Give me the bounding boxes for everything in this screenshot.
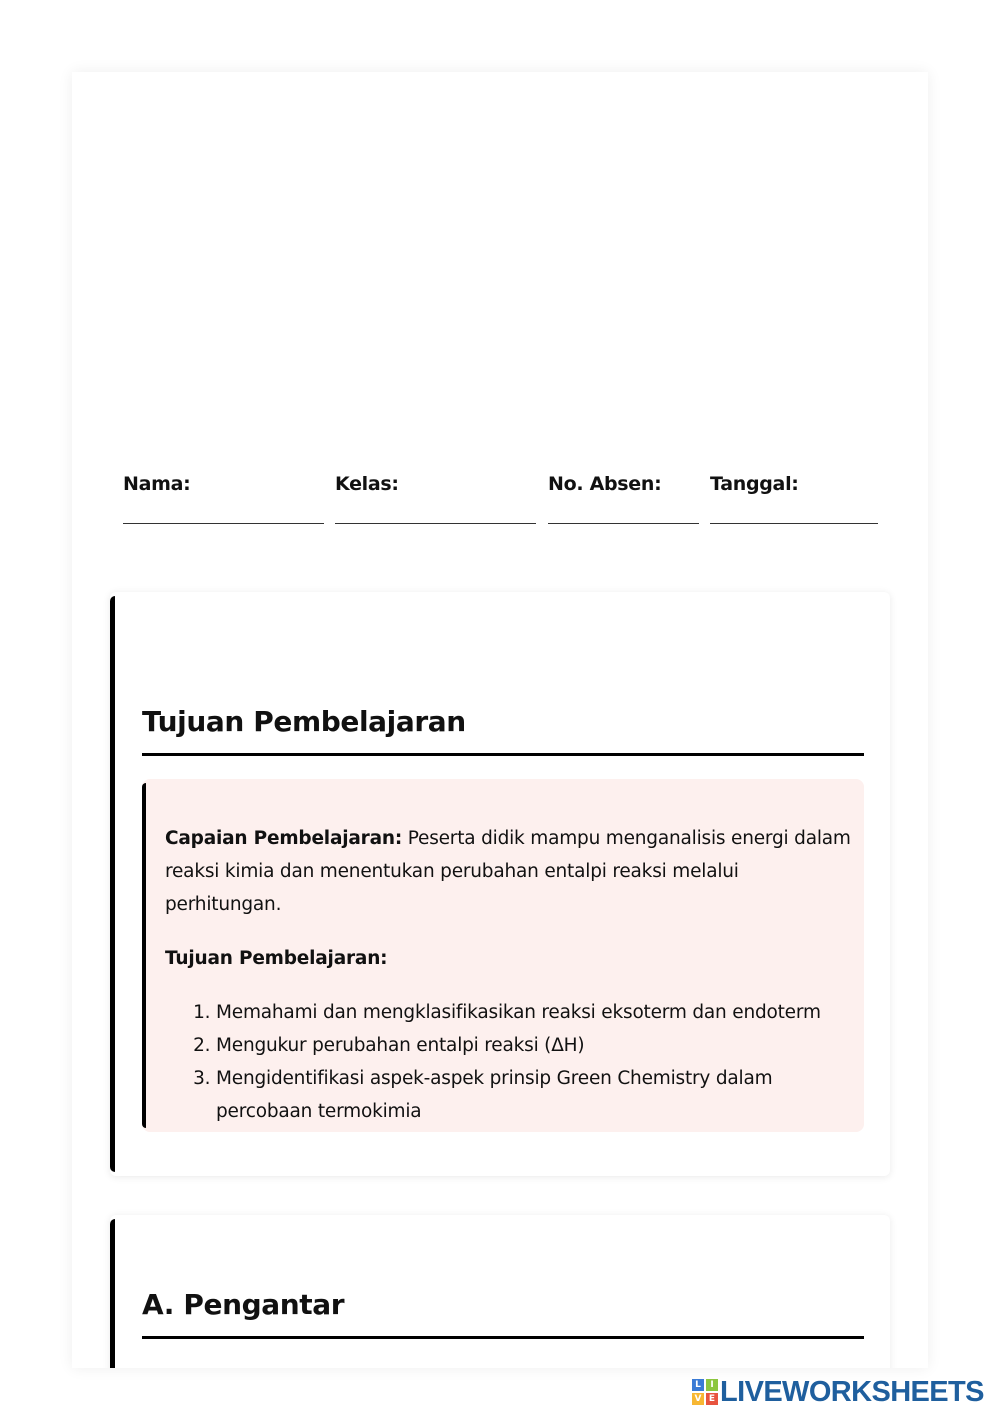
class-label: Kelas:	[335, 473, 399, 495]
objectives-callout	[142, 779, 864, 1132]
date-input-line[interactable]	[710, 523, 878, 524]
objectives-heading: Tujuan Pembelajaran:	[165, 948, 388, 969]
capaian-paragraph	[165, 822, 855, 921]
logo-tile: I	[706, 1379, 718, 1391]
list-item: 2. Mengukur perubahan entalpi reaksi (ΔH)	[216, 1029, 855, 1062]
worksheet-page	[72, 72, 928, 1368]
objectives-list	[165, 996, 855, 1128]
card-accent-bar	[110, 1219, 115, 1368]
liveworksheets-logo-icon	[692, 1379, 718, 1405]
list-item: 1. Memahami dan mengklasifikasikan reaksi eksoterm dan endoterm	[216, 996, 855, 1029]
watermark-text: LIVEWORKSHEETS	[720, 1375, 984, 1408]
logo-tile: E	[706, 1393, 718, 1405]
number-label: No. Absen:	[548, 473, 662, 495]
capaian-text: Peserta didik mampu menganalisis energi dalam reaksi kimia dan menentukan perubahan entalpi reaksi melalui perhitungan.	[165, 828, 851, 915]
card-accent-bar	[110, 596, 115, 1172]
callout-content	[165, 822, 855, 1128]
class-input-line[interactable]	[335, 523, 536, 524]
logo-tile: L	[692, 1379, 704, 1391]
name-input-line[interactable]	[123, 523, 324, 524]
student-info-row	[123, 472, 878, 532]
liveworksheets-watermark[interactable]	[692, 1374, 984, 1410]
number-field	[548, 472, 699, 496]
name-label: Nama:	[123, 473, 191, 495]
section-title: Tujuan Pembelajaran	[142, 704, 864, 756]
list-item: 3. Mengidentifikasi aspek-aspek prinsip Green Chemistry dalam percobaan termokimia	[216, 1062, 855, 1128]
callout-accent-bar	[142, 783, 146, 1128]
logo-tile: V	[692, 1393, 704, 1405]
date-label: Tanggal:	[710, 473, 799, 495]
number-input-line[interactable]	[548, 523, 699, 524]
capaian-label: Capaian Pembelajaran:	[165, 828, 403, 849]
date-field	[710, 472, 878, 496]
learning-objectives-card	[110, 592, 890, 1176]
section-title: A. Pengantar	[142, 1287, 864, 1339]
class-field	[335, 472, 536, 496]
introduction-card	[110, 1215, 890, 1368]
name-field	[123, 472, 324, 496]
